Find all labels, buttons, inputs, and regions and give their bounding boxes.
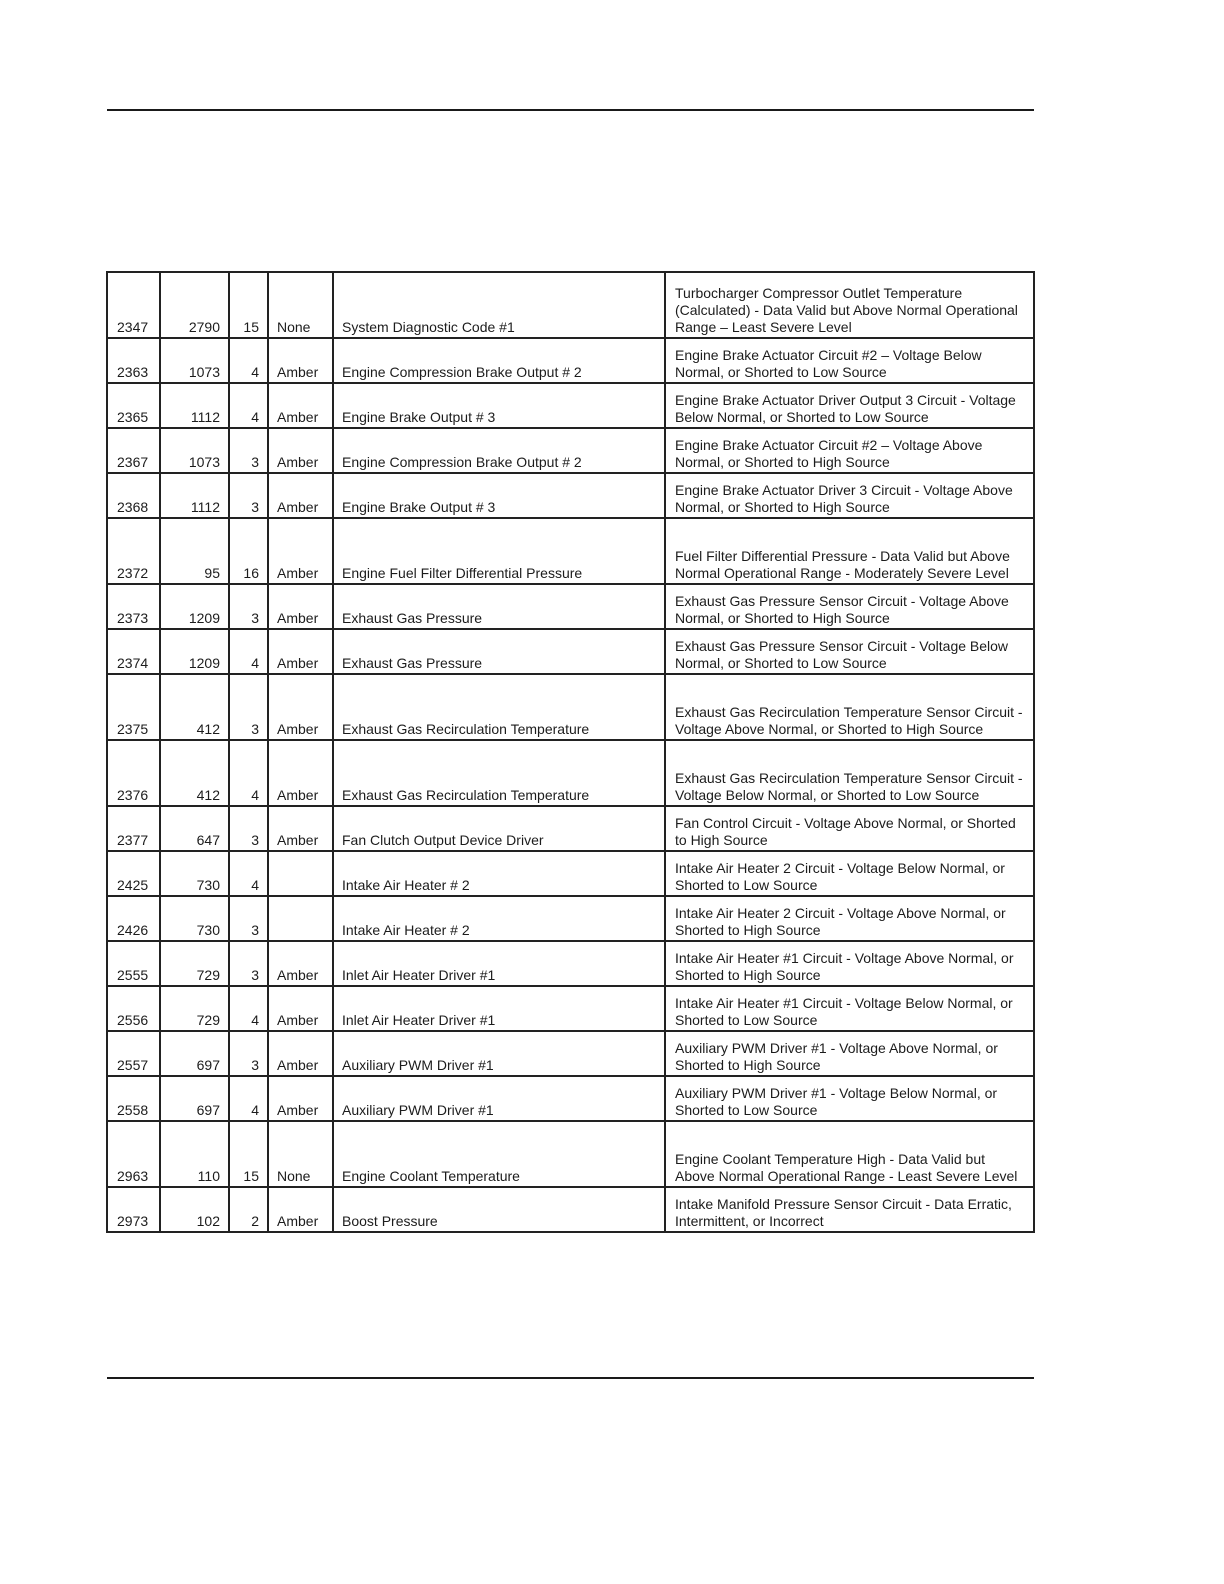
spn-cell: 412 — [160, 674, 229, 740]
fault-code-table — [106, 271, 1035, 1233]
table-row — [107, 941, 1034, 986]
component-cell: Engine Compression Brake Output # 2 — [333, 428, 665, 473]
component-cell: Exhaust Gas Recirculation Temperature — [333, 740, 665, 806]
fault-code-cell: 2963 — [107, 1121, 160, 1187]
fmi-cell: 3 — [229, 674, 268, 740]
component-cell: Intake Air Heater # 2 — [333, 896, 665, 941]
fault-code-cell: 2376 — [107, 740, 160, 806]
description-cell: Exhaust Gas Pressure Sensor Circuit - Voltage Above Normal, or Shorted to High Source — [665, 584, 1034, 629]
fault-code-cell: 2426 — [107, 896, 160, 941]
component-cell: Boost Pressure — [333, 1187, 665, 1232]
fmi-cell: 3 — [229, 806, 268, 851]
spn-cell: 729 — [160, 986, 229, 1031]
fmi-cell: 4 — [229, 986, 268, 1031]
fault-code-cell: 2372 — [107, 518, 160, 584]
description-cell: Engine Brake Actuator Circuit #2 – Voltage Above Normal, or Shorted to High Source — [665, 428, 1034, 473]
lamp-cell: Amber — [268, 473, 333, 518]
component-cell: Inlet Air Heater Driver #1 — [333, 986, 665, 1031]
spn-cell: 102 — [160, 1187, 229, 1232]
component-cell: System Diagnostic Code #1 — [333, 272, 665, 338]
fault-code-cell: 2368 — [107, 473, 160, 518]
spn-cell: 1073 — [160, 428, 229, 473]
fmi-cell: 4 — [229, 338, 268, 383]
fmi-cell: 3 — [229, 896, 268, 941]
fault-code-cell: 2373 — [107, 584, 160, 629]
spn-cell: 412 — [160, 740, 229, 806]
spn-cell: 1112 — [160, 473, 229, 518]
fault-code-cell: 2374 — [107, 629, 160, 674]
lamp-cell: Amber — [268, 428, 333, 473]
component-cell: Engine Fuel Filter Differential Pressure — [333, 518, 665, 584]
fault-code-cell: 2377 — [107, 806, 160, 851]
table-row — [107, 1076, 1034, 1121]
fault-code-cell: 2557 — [107, 1031, 160, 1076]
spn-cell: 697 — [160, 1031, 229, 1076]
fmi-cell: 2 — [229, 1187, 268, 1232]
fmi-cell: 4 — [229, 740, 268, 806]
component-cell: Auxiliary PWM Driver #1 — [333, 1076, 665, 1121]
table-row — [107, 518, 1034, 584]
spn-cell: 1209 — [160, 584, 229, 629]
lamp-cell: None — [268, 272, 333, 338]
fmi-cell: 4 — [229, 851, 268, 896]
fmi-cell: 4 — [229, 629, 268, 674]
footer-rule — [107, 1377, 1034, 1379]
table-row — [107, 272, 1034, 338]
fmi-cell: 3 — [229, 941, 268, 986]
description-cell: Exhaust Gas Recirculation Temperature Sensor Circuit - Voltage Above Normal, or Shorted to High Source — [665, 674, 1034, 740]
fault-code-cell: 2555 — [107, 941, 160, 986]
fmi-cell: 15 — [229, 272, 268, 338]
description-cell: Intake Air Heater 2 Circuit - Voltage Above Normal, or Shorted to High Source — [665, 896, 1034, 941]
component-cell: Engine Compression Brake Output # 2 — [333, 338, 665, 383]
spn-cell: 1073 — [160, 338, 229, 383]
description-cell: Auxiliary PWM Driver #1 - Voltage Below Normal, or Shorted to Low Source — [665, 1076, 1034, 1121]
component-cell: Exhaust Gas Pressure — [333, 629, 665, 674]
fault-code-cell: 2973 — [107, 1187, 160, 1232]
description-cell: Fuel Filter Differential Pressure - Data Valid but Above Normal Operational Range - Moderately Severe Level — [665, 518, 1034, 584]
fault-code-cell: 2425 — [107, 851, 160, 896]
fault-code-cell: 2558 — [107, 1076, 160, 1121]
lamp-cell: Amber — [268, 806, 333, 851]
description-cell: Fan Control Circuit - Voltage Above Normal, or Shorted to High Source — [665, 806, 1034, 851]
fault-code-cell: 2556 — [107, 986, 160, 1031]
spn-cell: 730 — [160, 851, 229, 896]
fault-code-table-body — [107, 272, 1034, 1232]
lamp-cell — [268, 896, 333, 941]
description-cell: Intake Air Heater #1 Circuit - Voltage Above Normal, or Shorted to High Source — [665, 941, 1034, 986]
component-cell: Exhaust Gas Recirculation Temperature — [333, 674, 665, 740]
table-row — [107, 986, 1034, 1031]
lamp-cell: Amber — [268, 674, 333, 740]
fault-code-cell: 2367 — [107, 428, 160, 473]
table-row — [107, 473, 1034, 518]
table-row — [107, 338, 1034, 383]
lamp-cell: Amber — [268, 1031, 333, 1076]
spn-cell: 647 — [160, 806, 229, 851]
lamp-cell: None — [268, 1121, 333, 1187]
description-cell: Auxiliary PWM Driver #1 - Voltage Above Normal, or Shorted to High Source — [665, 1031, 1034, 1076]
spn-cell: 730 — [160, 896, 229, 941]
component-cell: Auxiliary PWM Driver #1 — [333, 1031, 665, 1076]
description-cell: Engine Brake Actuator Circuit #2 – Voltage Below Normal, or Shorted to Low Source — [665, 338, 1034, 383]
component-cell: Inlet Air Heater Driver #1 — [333, 941, 665, 986]
description-cell: Intake Manifold Pressure Sensor Circuit - Data Erratic, Intermittent, or Incorrect — [665, 1187, 1034, 1232]
spn-cell: 697 — [160, 1076, 229, 1121]
fmi-cell: 15 — [229, 1121, 268, 1187]
lamp-cell: Amber — [268, 518, 333, 584]
lamp-cell: Amber — [268, 986, 333, 1031]
lamp-cell — [268, 851, 333, 896]
table-row — [107, 740, 1034, 806]
lamp-cell: Amber — [268, 338, 333, 383]
table-row — [107, 806, 1034, 851]
table-row — [107, 896, 1034, 941]
description-cell: Engine Brake Actuator Driver 3 Circuit - Voltage Above Normal, or Shorted to High Source — [665, 473, 1034, 518]
spn-cell: 1112 — [160, 383, 229, 428]
component-cell: Engine Brake Output # 3 — [333, 473, 665, 518]
component-cell: Intake Air Heater # 2 — [333, 851, 665, 896]
fault-code-cell: 2375 — [107, 674, 160, 740]
spn-cell: 95 — [160, 518, 229, 584]
component-cell: Engine Coolant Temperature — [333, 1121, 665, 1187]
table-row — [107, 584, 1034, 629]
description-cell: Intake Air Heater 2 Circuit - Voltage Below Normal, or Shorted to Low Source — [665, 851, 1034, 896]
table-row — [107, 1187, 1034, 1232]
fmi-cell: 3 — [229, 473, 268, 518]
fmi-cell: 4 — [229, 1076, 268, 1121]
fmi-cell: 3 — [229, 428, 268, 473]
table-row — [107, 428, 1034, 473]
spn-cell: 110 — [160, 1121, 229, 1187]
lamp-cell: Amber — [268, 584, 333, 629]
lamp-cell: Amber — [268, 941, 333, 986]
lamp-cell: Amber — [268, 740, 333, 806]
table-row — [107, 1031, 1034, 1076]
lamp-cell: Amber — [268, 383, 333, 428]
fault-code-cell: 2347 — [107, 272, 160, 338]
fault-code-cell: 2363 — [107, 338, 160, 383]
lamp-cell: Amber — [268, 1076, 333, 1121]
description-cell: Turbocharger Compressor Outlet Temperature (Calculated) - Data Valid but Above Normal Operational Range – Least Severe Level — [665, 272, 1034, 338]
description-cell: Exhaust Gas Recirculation Temperature Sensor Circuit - Voltage Below Normal, or Shorted to Low Source — [665, 740, 1034, 806]
spn-cell: 729 — [160, 941, 229, 986]
component-cell: Exhaust Gas Pressure — [333, 584, 665, 629]
fmi-cell: 16 — [229, 518, 268, 584]
table-row — [107, 1121, 1034, 1187]
description-cell: Intake Air Heater #1 Circuit - Voltage Below Normal, or Shorted to Low Source — [665, 986, 1034, 1031]
table-row — [107, 851, 1034, 896]
description-cell: Engine Brake Actuator Driver Output 3 Circuit - Voltage Below Normal, or Shorted to Low Source — [665, 383, 1034, 428]
header-rule — [107, 109, 1034, 111]
lamp-cell: Amber — [268, 1187, 333, 1232]
component-cell: Engine Brake Output # 3 — [333, 383, 665, 428]
description-cell: Engine Coolant Temperature High - Data Valid but Above Normal Operational Range - Least Severe Level — [665, 1121, 1034, 1187]
lamp-cell: Amber — [268, 629, 333, 674]
component-cell: Fan Clutch Output Device Driver — [333, 806, 665, 851]
table-row — [107, 629, 1034, 674]
spn-cell: 1209 — [160, 629, 229, 674]
fmi-cell: 3 — [229, 584, 268, 629]
table-row — [107, 383, 1034, 428]
fault-code-cell: 2365 — [107, 383, 160, 428]
fmi-cell: 4 — [229, 383, 268, 428]
table-row — [107, 674, 1034, 740]
spn-cell: 2790 — [160, 272, 229, 338]
fmi-cell: 3 — [229, 1031, 268, 1076]
description-cell: Exhaust Gas Pressure Sensor Circuit - Voltage Below Normal, or Shorted to Low Source — [665, 629, 1034, 674]
